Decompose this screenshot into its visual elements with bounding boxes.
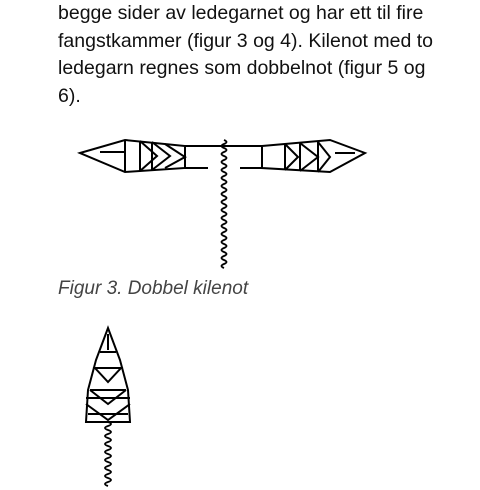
figure-caption: Figur 3. Dobbel kilenot: [58, 278, 249, 299]
right-trap-inner: [285, 142, 355, 172]
figure-4-kilenot-illustration: [0, 320, 480, 490]
paragraph-line: 6).: [58, 84, 81, 107]
paragraph-line: begge sider av ledegarnet og har ett til fire: [58, 2, 424, 24]
figure-3-double-kilenot-illustration: [0, 130, 480, 270]
body-paragraph: [58, 0, 438, 110]
leader-net-line: [105, 422, 111, 486]
paragraph-line: ledegarn regnes som dobbelnot (figur 5 og: [58, 57, 426, 79]
trap-inner: [86, 334, 130, 420]
right-trap-outline: [262, 140, 365, 172]
leader-net-line: [222, 140, 227, 268]
paragraph-line: fangstkammer (figur 3 og 4). Kilenot med to: [58, 29, 434, 52]
